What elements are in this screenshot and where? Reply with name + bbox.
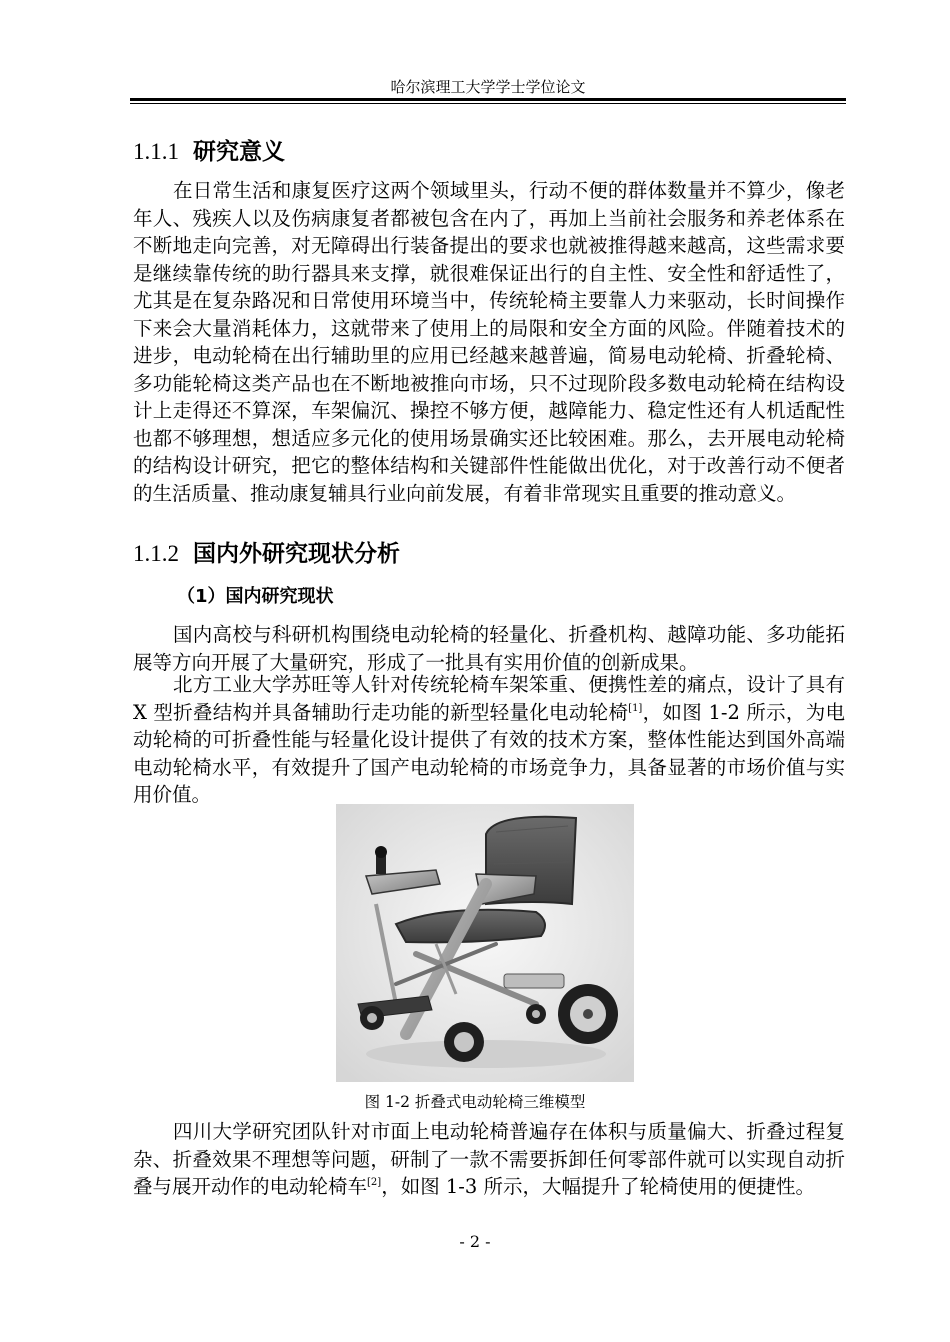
folding-wheelchair-illustration <box>336 804 634 1082</box>
paragraph-research-significance: 在日常生活和康复医疗这两个领域里头，行动不便的群体数量并不算少，像老年人、残疾人以及伤病康复者都被包含在内了，再加上当前社会服务和养老体系在不断地走向完善，对无障碍出行装备提出的要求也就被推得越来越高，这些需求要是继续靠传统的助行器具来支撑，就很难保证出行的自主性、安全性和舒适性了，尤其是在复杂路况和日常使用环境当中，传统轮椅主要靠人力来驱动，长时间操作下来会大量消耗体力，这就带来了使用上的局限和安全方面的风险。伴随着技术的进步，电动轮椅在出行辅助里的应用已经越来越普遍，简易电动轮椅、折叠轮椅、多功能轮椅这类产品也在不断地被推向市场，只不过现阶段多数电动轮椅在结构设计上走得还不算深，车架偏沉、操控不够方便，越障能力、稳定性还有人机适配性也都不够理想，想适应多元化的使用场景确实还比较困难。那么，去开展电动轮椅的结构设计研究，把它的整体结构和关键部件性能做出优化，对于改善行动不便者的生活质量、推动康复辅具行业向前发展，有着非常现实且重要的推动意义。 <box>133 179 845 505</box>
page-number: - 2 - <box>459 1232 491 1251</box>
paragraph-scu-research <box>133 1118 845 1201</box>
section-heading-1-1-1 <box>133 133 285 166</box>
section-title: 研究意义 <box>193 139 285 165</box>
running-header: 哈尔滨理工大学学士学位论文 <box>390 78 586 96</box>
section-number: 1.1.2 <box>133 541 179 566</box>
figure-caption: 图 1-2 折叠式电动轮椅三维模型 <box>364 1093 586 1111</box>
subsection-heading-domestic: （1）国内研究现状 <box>177 586 334 607</box>
section-heading-1-1-2 <box>133 535 400 568</box>
header-rule-thick <box>130 98 846 101</box>
paragraph-text: 四川大学研究团队针对市面上电动轮椅普遍存在体积与质量偏大、折叠过程复杂、折叠效果不理想等问题，研制了一款不需要拆卸任何零部件就可以实现自动折叠与展开动作的电动轮椅车 <box>133 1120 845 1198</box>
section-number: 1.1.1 <box>133 139 179 164</box>
section-title: 国内外研究现状分析 <box>193 541 400 567</box>
paragraph-ncut-research <box>133 671 845 809</box>
header-rule-thin <box>130 103 846 104</box>
wheelchair-figure <box>336 804 634 1082</box>
paragraph-text: ，如图 1-3 所示，大幅提升了轮椅使用的便捷性。 <box>381 1175 815 1198</box>
paragraph-text: ，如图 1-2 所示，为电动轮椅的可折叠性能与轻量化设计提供了有效的技术方案，整体性能达到国外高端电动轮椅水平，有效提升了国产电动轮椅的市场竞争力，具备显著的市场价值与实用价值。 <box>133 700 845 806</box>
paragraph-text: 北方工业大学苏旺等人针对传统轮椅车架笨重、便携性差的痛点，设计了具有 X 型折叠结构并具备辅助行走功能的新型轻量化电动轮椅 <box>133 673 845 724</box>
citation-ref: [2] <box>367 1177 382 1188</box>
paragraph-domestic-overview: 国内高校与科研机构围绕电动轮椅的轻量化、折叠机构、越障功能、多功能拓展等方向开展了大量研究，形成了一批具有实用价值的创新成果。 <box>133 623 845 674</box>
citation-ref: [1] <box>628 702 643 714</box>
